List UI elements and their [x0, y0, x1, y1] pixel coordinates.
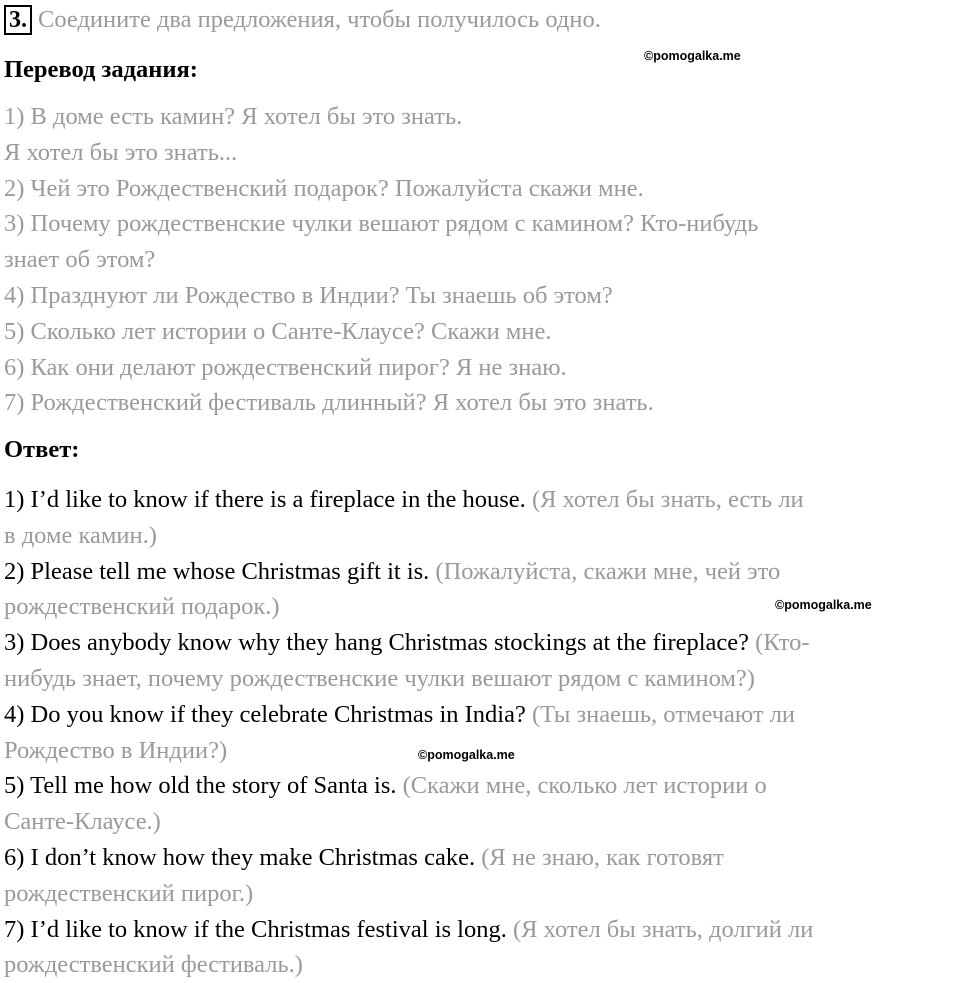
answer-russian: (Скажи мне, сколько лет истории о: [396, 772, 767, 800]
task-header: [4, 2, 601, 38]
answer-line: [4, 912, 956, 948]
task-instruction: Соедините два предложения, чтобы получилось одно.: [38, 6, 601, 34]
answer-block: [4, 482, 956, 983]
task-number: 3.: [4, 5, 32, 35]
answer-line: [4, 733, 956, 769]
translation-line: 1) В доме есть камин? Я хотел бы это знать.: [4, 103, 463, 130]
answer-russian: (Кто-: [749, 629, 810, 657]
answer-russian: (Ты знаешь, отмечают ли: [525, 700, 796, 728]
translation-line: 7) Рождественский фестиваль длинный? Я хотел бы это знать.: [4, 389, 654, 417]
answer-english: 3) Does anybody know why they hang Christmas stockings at the fireplace?: [4, 629, 750, 657]
answer-line: [4, 554, 956, 590]
answer-russian: (Пожалуйста, скажи мне, чей это: [429, 557, 781, 585]
answer-heading: Ответ:: [4, 436, 80, 463]
answer-russian: (Я не знаю, как готовят: [475, 843, 724, 871]
translation-line: 4) Празднуют ли Рождество в Индии? Ты знаешь об этом?: [4, 281, 613, 309]
answer-line: [4, 697, 956, 733]
watermark: ©pomogalka.me: [644, 49, 741, 63]
answer-russian: нибудь знает, почему рождественские чулки вешают рядом с камином?): [4, 664, 755, 692]
answer-russian: (Я хотел бы знать, есть ли: [525, 486, 804, 513]
answer-line: [4, 804, 956, 840]
answer-line: [4, 518, 956, 554]
translation-line: 2) Чей это Рождественский подарок? Пожалуйста скажи мне.: [4, 174, 644, 202]
answer-russian: рождественский пирог.): [4, 879, 254, 907]
translation-line: 3) Почему рождественские чулки вешают рядом с камином? Кто-нибудь: [4, 210, 759, 238]
answer-english: 1) I’d like to know if there is a fireplace in the house.: [4, 486, 526, 513]
answer-line: [4, 589, 956, 625]
answer-english: 6) I don’t know how they make Christmas cake.: [4, 843, 476, 871]
answer-line: [4, 661, 956, 697]
answer-english: 5) Tell me how old the story of Santa is.: [4, 772, 397, 800]
translation-line: знает об этом?: [4, 246, 156, 274]
answer-english: 2) Please tell me whose Christmas gift it is.: [4, 557, 430, 585]
translation-line: 5) Сколько лет истории о Санте-Клаусе? Скажи мне.: [4, 317, 552, 345]
answer-line: [4, 768, 956, 804]
answer-line: [4, 625, 956, 661]
answer-line: [4, 840, 956, 876]
watermark: ©pomogalka.me: [418, 748, 515, 762]
answer-line: [4, 482, 956, 518]
answer-english: 4) Do you know if they celebrate Christmas in India?: [4, 700, 526, 728]
answer-russian: Рождество в Индии?): [4, 736, 228, 764]
answer-russian: в доме камин.): [4, 521, 157, 549]
answer-russian: (Я хотел бы знать, долгий ли: [506, 915, 814, 943]
answer-english: 7) I’d like to know if the Christmas festival is long.: [4, 915, 507, 943]
answer-russian: рождественский подарок.): [4, 593, 280, 621]
translation-line: Я хотел бы это знать...: [4, 138, 238, 166]
answer-russian: рождественский фестиваль.): [4, 951, 303, 979]
watermark: ©pomogalka.me: [775, 598, 872, 612]
translation-block: [4, 99, 956, 421]
translation-line: 6) Как они делают рождественский пирог? Я не знаю.: [4, 353, 567, 381]
answer-russian: Санте-Клаусе.): [4, 808, 161, 836]
answer-line: [4, 947, 956, 983]
answer-line: [4, 876, 956, 912]
translation-heading: Перевод задания:: [4, 56, 198, 83]
